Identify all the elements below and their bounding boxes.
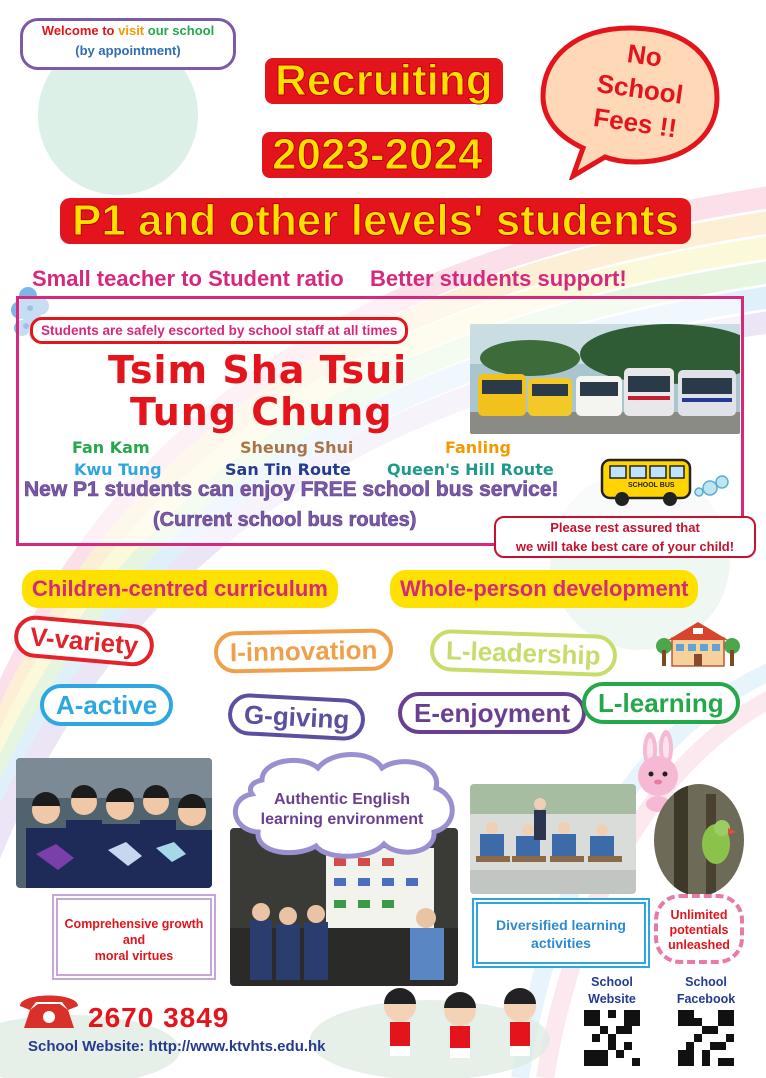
potentials-line1: Unlimited <box>670 908 728 922</box>
headline-year: 2023-2024 <box>262 132 492 178</box>
potentials-badge <box>654 894 744 964</box>
qr-website-line2: Website <box>588 992 636 1006</box>
route-kwu-tung: Kwu Tung <box>74 460 162 479</box>
development-banner: Whole-person development <box>390 570 698 608</box>
qr-facebook-label <box>670 974 742 1008</box>
route-queens-hill: Queen's Hill Route <box>387 460 554 479</box>
care-note <box>494 516 756 558</box>
value-learning-label: L-learning <box>598 688 724 718</box>
value-variety-label: V-variety <box>28 621 140 661</box>
route-fan-kam: Fan Kam <box>72 438 150 457</box>
qr-code-facebook[interactable] <box>678 1010 734 1066</box>
value-giving <box>227 692 366 741</box>
curriculum-banner: Children-centred curriculum <box>22 570 338 608</box>
no-fees-line2: School <box>594 68 685 110</box>
route-sheung-shui: Sheung Shui <box>240 438 354 457</box>
value-innovation-label: I-innovation <box>229 634 378 668</box>
children-photo <box>16 758 212 888</box>
value-enjoyment-label: E-enjoyment <box>414 698 571 728</box>
no-fees-text <box>569 29 712 148</box>
welcome-badge <box>20 18 236 70</box>
value-leadership <box>429 629 617 677</box>
school-building-icon <box>656 616 740 668</box>
diversified-box <box>472 898 650 968</box>
value-enjoyment <box>398 692 586 734</box>
website-line <box>28 1038 326 1055</box>
website-label: School Website: <box>28 1038 145 1055</box>
care-line1: Please rest assured that <box>550 520 700 535</box>
escort-banner: Students are safely escorted by school staff at all times <box>30 317 408 344</box>
potentials-line3: unleashed <box>668 938 730 952</box>
route-fanling: Fanling <box>445 438 511 457</box>
current-routes-text: (Current school bus routes) <box>153 509 417 531</box>
headline-levels: P1 and other levels' students <box>60 198 691 244</box>
website-url[interactable]: http://www.ktvhts.edu.hk <box>148 1038 326 1055</box>
diversified-text: Diversified learning activities <box>496 917 626 951</box>
value-innovation <box>214 628 394 673</box>
school-bus-sign: SCHOOL BUS <box>628 482 675 489</box>
city-tsim-sha-tsui: Tsim Sha Tsui <box>108 348 408 392</box>
care-line2: we will take best care of your child! <box>515 539 735 554</box>
value-learning <box>582 682 740 724</box>
parrot-photo <box>654 784 744 896</box>
phone-icon <box>16 988 82 1032</box>
qr-website-label <box>580 974 644 1008</box>
english-text: Authentic English learning environment <box>260 791 424 828</box>
moral-line3: moral virtues <box>94 949 174 963</box>
ratio-text <box>32 266 627 292</box>
qr-website-line1: School <box>591 975 633 989</box>
ratio-right: Better students support! <box>369 266 627 291</box>
phone-number: 2670 3849 <box>88 1002 230 1033</box>
value-giving-label: G-giving <box>243 699 351 735</box>
route-san-tin: San Tin Route <box>225 460 351 479</box>
no-fees-line3: Fees !! <box>591 101 679 144</box>
ratio-left: Small teacher to Student ratio <box>32 266 344 291</box>
qr-facebook-line2: Facebook <box>676 992 736 1006</box>
city-tung-chung: Tung Chung <box>130 390 393 434</box>
lesson-photo <box>470 784 636 894</box>
welcome-text-c: our school <box>144 23 215 38</box>
no-fees-line1: No <box>625 38 664 73</box>
moral-virtues-box <box>52 894 216 980</box>
welcome-text-a: Welcome to <box>41 23 119 38</box>
value-active <box>40 684 173 726</box>
moral-line2: and <box>122 933 146 947</box>
headline-recruiting: Recruiting <box>265 58 503 104</box>
value-leadership-label: L-leadership <box>445 635 602 671</box>
welcome-text-b: visit <box>118 23 145 38</box>
school-bus-icon <box>598 452 733 510</box>
potentials-line2: potentials <box>669 923 729 937</box>
free-bus-text: New P1 students can enjoy FREE school bus service! <box>24 478 559 501</box>
value-active-label: A-active <box>56 690 158 720</box>
qr-facebook-line1: School <box>685 975 727 989</box>
qr-code-website[interactable] <box>584 1010 640 1066</box>
moral-line1: Comprehensive growth <box>64 917 204 931</box>
cartoon-kids-icon <box>370 984 550 1064</box>
welcome-appointment: (by appointment) <box>75 43 181 58</box>
bus-photo <box>470 324 740 434</box>
